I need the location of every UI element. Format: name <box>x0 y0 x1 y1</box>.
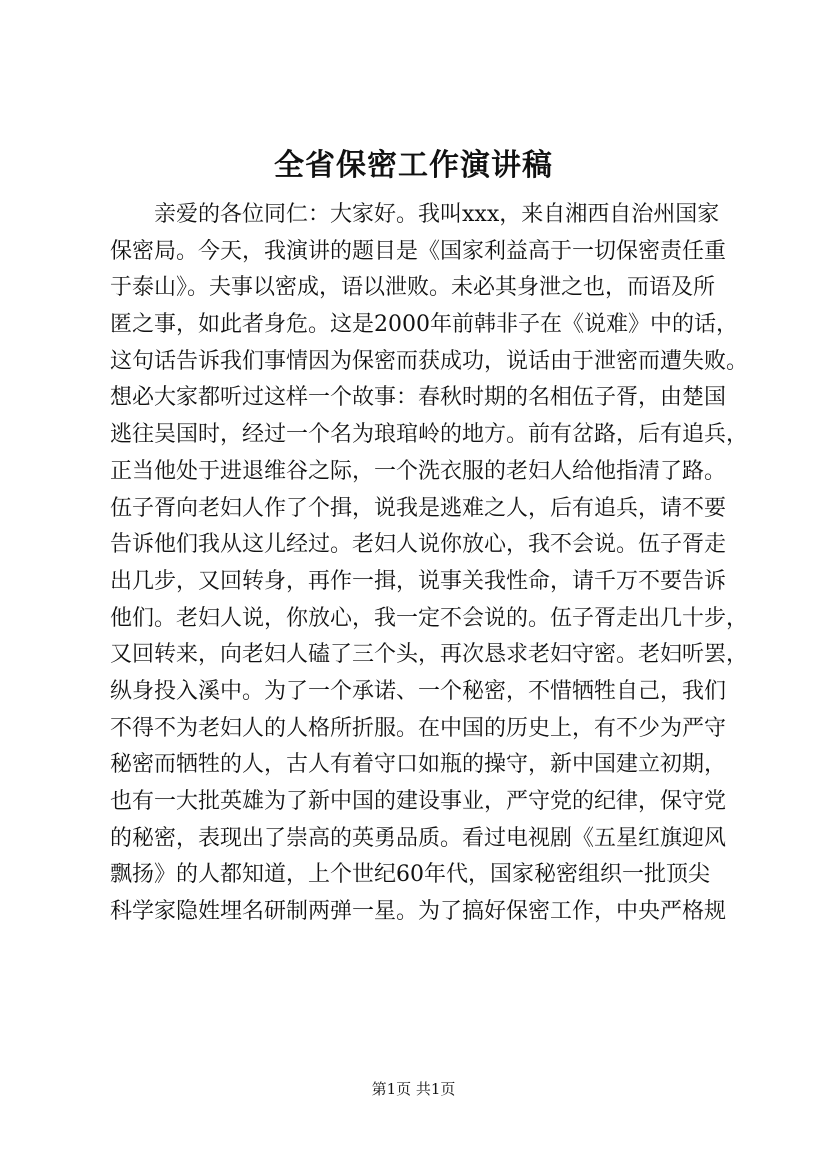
body-line: 他们。老妇人说，你放心，我一定不会说的。伍子胥走出几十步， <box>110 605 749 631</box>
document-body <box>110 197 750 931</box>
body-line: 想必大家都听过这样一个故事：春秋时期的名相伍子胥，由楚国 <box>110 385 727 411</box>
body-line: 科学家隐姓埋名研制两弹一星。为了搞好保密工作，中央严格规 <box>110 899 727 925</box>
body-line: 又回转来，向老妇人磕了三个头，再次恳求老妇守密。老妇听罢， <box>110 642 749 668</box>
body-line: 伍子胥向老妇人作了个揖，说我是逃难之人，后有追兵，请不要 <box>110 495 727 521</box>
body-line: 不得不为老妇人的人格所折服。在中国的历史上，有不少为严守 <box>110 715 727 741</box>
body-line: 纵身投入溪中。为了一个承诺、一个秘密，不惜牺牲自己，我们 <box>110 678 727 704</box>
document-title: 全省保密工作演讲稿 <box>274 148 553 183</box>
body-line: 于泰山》。夫事以密成，语以泄败。未必其身泄之也，而语及所 <box>110 275 716 301</box>
body-line: 秘密而牺牲的人，古人有着守口如瓶的操守，新中国建立初期， <box>110 752 727 778</box>
page-footer: 第1页 共1页 <box>371 1080 456 1098</box>
body-line: 匿之事，如此者身危。这是2000年前韩非子在《说难》中的话， <box>110 312 738 338</box>
body-line: 这句话告诉我们事情因为保密而获成功，说话由于泄密而遭失败。 <box>110 348 749 374</box>
body-line: 也有一大批英雄为了新中国的建设事业，严守党的纪律，保守党 <box>110 789 727 814</box>
body-line: 逃往吴国时，经过一个名为琅琯岭的地方。前有岔路，后有追兵， <box>110 422 749 448</box>
body-line: 飘扬》的人都知道，上个世纪60年代，国家秘密组织一批顶尖 <box>110 862 710 888</box>
body-line: 告诉他们我从这儿经过。老妇人说你放心，我不会说。伍子胥走 <box>110 532 727 558</box>
body-line: 亲爱的各位同仁：大家好。我叫xxx，来自湘西自治州国家 <box>154 202 720 227</box>
body-line: 出几步，又回转身，再作一揖，说事关我性命，请千万不要告诉 <box>110 568 727 594</box>
body-line: 正当他处于进退维谷之际，一个洗衣服的老妇人给他指清了路。 <box>110 458 727 484</box>
body-line: 的秘密，表现出了崇高的英勇品质。看过电视剧《五星红旗迎风 <box>110 825 727 851</box>
body-line: 保密局。今天，我演讲的题目是《国家利益高于一切保密责任重 <box>110 238 727 264</box>
